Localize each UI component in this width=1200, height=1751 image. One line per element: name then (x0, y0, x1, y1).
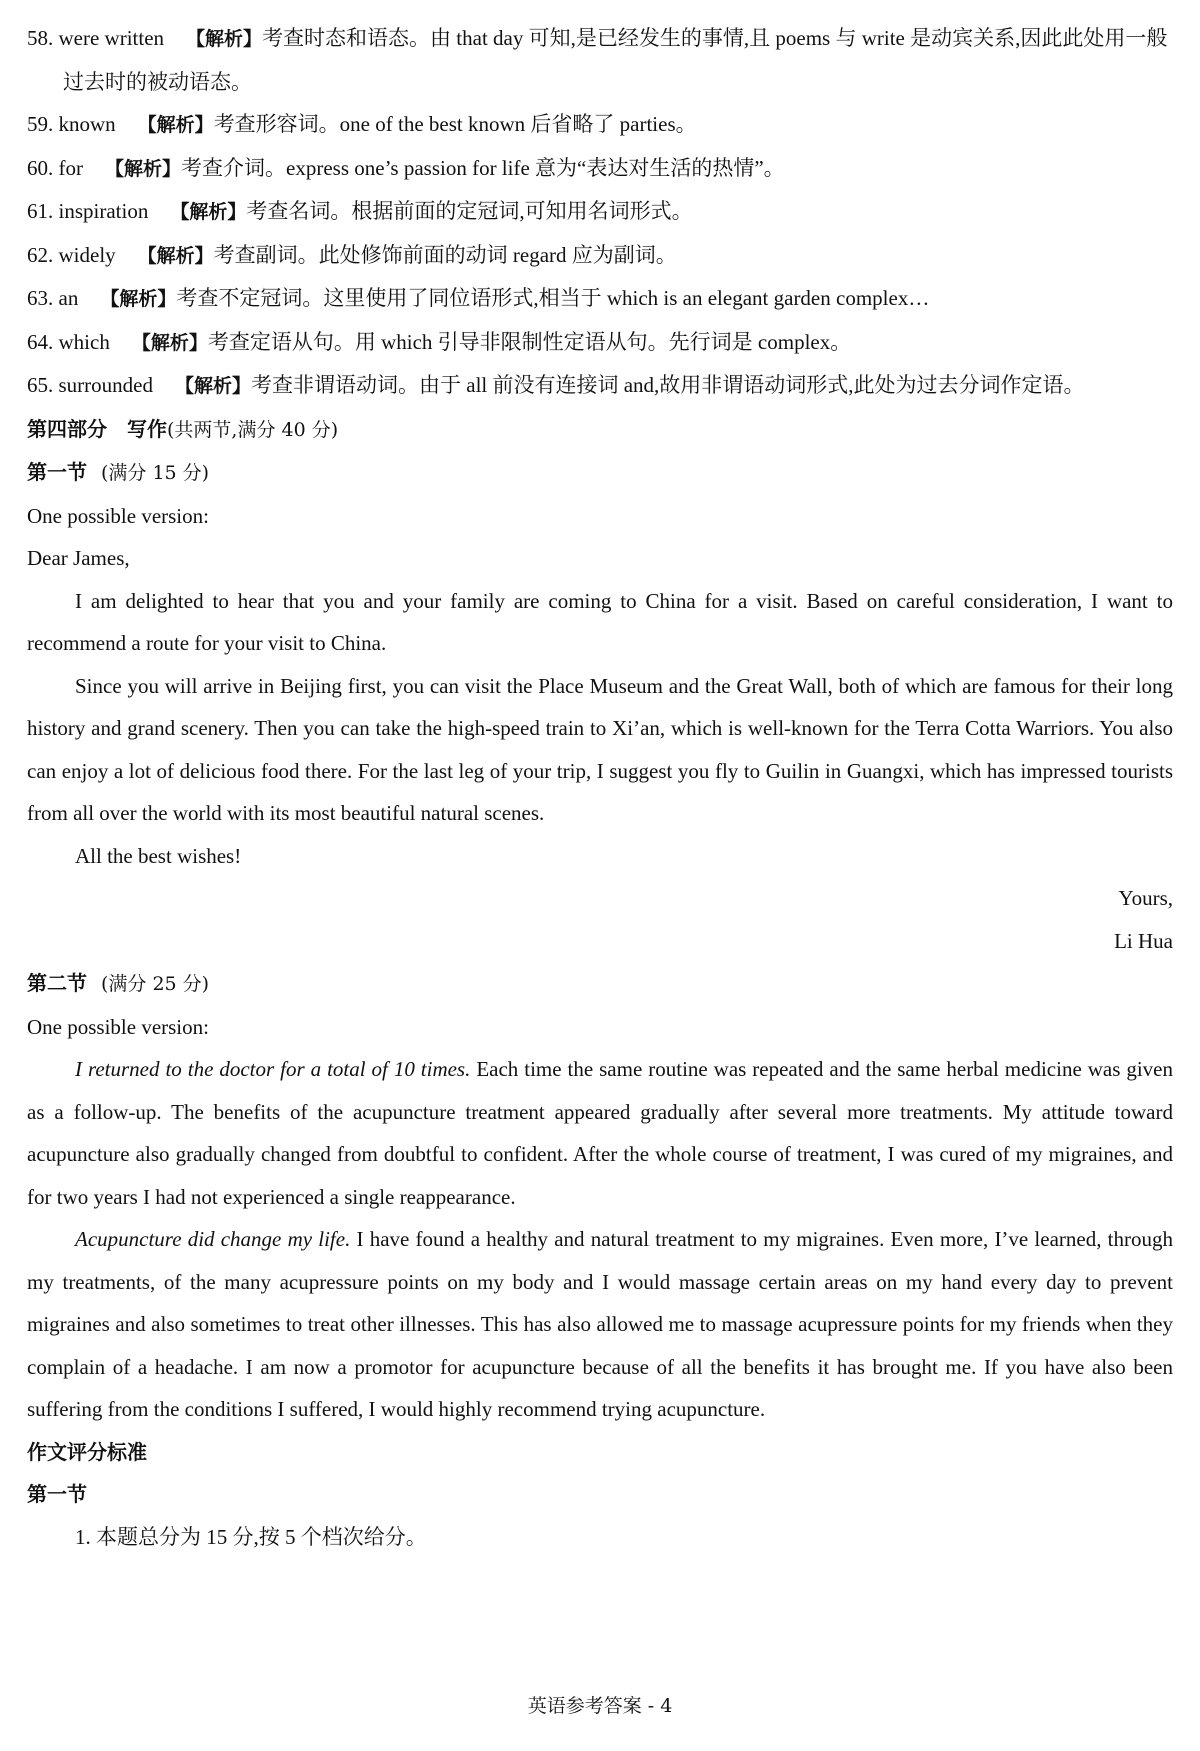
analysis-text: 考查不定冠词。这里使用了同位语形式,相当于 which is an elegant garden complex… (176, 286, 930, 310)
analysis-tag: 【解析】 (131, 331, 208, 354)
section2-intro: One possible version: (27, 1014, 209, 1039)
answer-word: which (58, 329, 110, 354)
answer-word: for (58, 155, 83, 180)
analysis-text: 考查介词。express one’s passion for life 意为“表达对生活的热情”。 (181, 155, 785, 180)
criteria-section1-heading: 第一节 (27, 1482, 87, 1506)
page-content (27, 17, 1173, 1558)
answer-item (27, 277, 1173, 321)
answer-word: were written (58, 26, 165, 50)
section1-score: (满分 15 分) (101, 462, 210, 484)
answer-word: known (58, 112, 116, 136)
part4-heading (27, 408, 1173, 452)
story-paragraph-2-body: I have found a healthy and natural treatment to my migraines. Even more, I’ve learned, through my treatments, of the many acupressure points on my body and I would massage certain areas on my hand every day to prevent migraines and also sometimes to treat other illnesses. This has also allowed me to massage acupressure points for my friends when they complain of a headache. I am now a promotor for acupuncture because of all the benefits it has brought me. If you have also been suffering from the conditions I suffered, I would highly recommend trying acupuncture. (27, 1227, 1173, 1421)
answer-word: surrounded (58, 373, 153, 397)
section1-title: 第一节 (27, 460, 87, 484)
story-paragraph-1 (27, 1048, 1173, 1218)
answer-number: 59. (27, 112, 54, 136)
answer-number: 58. (27, 26, 54, 50)
answer-item (27, 234, 1173, 278)
letter-signature: Li Hua (1114, 928, 1173, 953)
letter-salutation: Dear James, (27, 546, 130, 570)
answer-item (27, 190, 1173, 234)
analysis-tag: 【解析】 (174, 375, 251, 397)
answer-word: an (58, 286, 79, 310)
analysis-text: 考查副词。此处修饰前面的动词 regard 应为副词。 (213, 242, 677, 267)
part4-score: (共两节,满分 40 分) (167, 418, 339, 441)
part4-title: 第四部分 写作 (27, 416, 167, 441)
analysis-text: 考查时态和语态。由 that day 可知,是已经发生的事情,且 poems 与 write 是动宾关系,因此此处用一般过去时的被动语态。 (63, 26, 1168, 94)
analysis-text: 考查名词。根据前面的定冠词,可知用名词形式。 (246, 199, 693, 223)
story-paragraph-1-body: Each time the same routine was repeated and the same herbal medicine was given as a follow-up. The benefits of the acupuncture treatment appeared gradually after several more treatments. My attitude toward acupuncture also gradually changed from doubtful to confident. After the whole course of treatment, I was cured of my migraines, and for two years I had not experienced a single reappearance. (27, 1057, 1173, 1209)
answer-word: widely (58, 242, 116, 267)
section2-title: 第二节 (27, 971, 87, 995)
story-paragraph-2-lead: Acupuncture did change my life. (75, 1227, 351, 1251)
analysis-text: 考查形容词。one of the best known 后省略了 parties。 (213, 112, 697, 136)
analysis-text: 考查非谓语动词。由于 all 前没有连接词 and,故用非谓语动词形式,此处为过去分词作定语。 (251, 373, 1085, 397)
analysis-text: 考查定语从句。用 which 引导非限制性定语从句。先行词是 complex。 (207, 329, 852, 354)
answer-item (27, 103, 1173, 147)
analysis-tag: 【解析】 (137, 244, 214, 267)
analysis-tag: 【解析】 (170, 201, 247, 223)
story-paragraph-1-lead: I returned to the doctor for a total of 10 times. (75, 1057, 471, 1081)
answer-item (27, 364, 1173, 408)
answer-word: inspiration (58, 199, 149, 223)
analysis-tag: 【解析】 (137, 114, 214, 136)
page-footer: 英语参考答案 - 4 (527, 1695, 673, 1717)
criteria-rule-1: 1. 本题总分为 15 分,按 5 个档次给分。 (75, 1524, 427, 1549)
analysis-tag: 【解析】 (100, 288, 177, 310)
answer-item (27, 321, 1173, 365)
answer-list (27, 17, 1173, 408)
criteria-heading: 作文评分标准 (27, 1439, 147, 1464)
section1-intro: One possible version: (27, 503, 209, 528)
analysis-tag: 【解析】 (186, 28, 263, 50)
answer-number: 65. (27, 373, 54, 397)
section2-score: (满分 25 分) (101, 973, 210, 995)
letter-signoff: Yours, (1118, 886, 1173, 910)
letter-paragraph-1: I am delighted to hear that you and your family are coming to China for a visit. Based on careful consideration, I want to recommend a route for your visit to China. (27, 588, 1173, 655)
answer-item (27, 147, 1173, 191)
answer-number: 61. (27, 199, 54, 223)
answer-number: 62. (27, 242, 54, 267)
answer-number: 64. (27, 329, 54, 354)
answer-number: 63. (27, 286, 54, 310)
section1-heading (27, 451, 1173, 495)
letter-paragraph-2: Since you will arrive in Beijing first, you can visit the Place Museum and the Great Wall, both of which are famous for their long history and grand scenery. Then you can take the high-speed train to Xi’an, which is well-known for the Terra Cotta Warriors. You also can enjoy a lot of delicious food there. For the last leg of your trip, I suggest you fly to Guilin in Guangxi, which has impressed tourists from all over the world with its most beautiful natural scenes. (27, 673, 1173, 825)
answer-number: 60. (27, 155, 54, 180)
letter-closing: All the best wishes! (75, 843, 242, 868)
section2-heading (27, 962, 1173, 1006)
analysis-tag: 【解析】 (105, 157, 182, 180)
story-paragraph-2 (27, 1218, 1173, 1431)
answer-item (27, 17, 1173, 103)
